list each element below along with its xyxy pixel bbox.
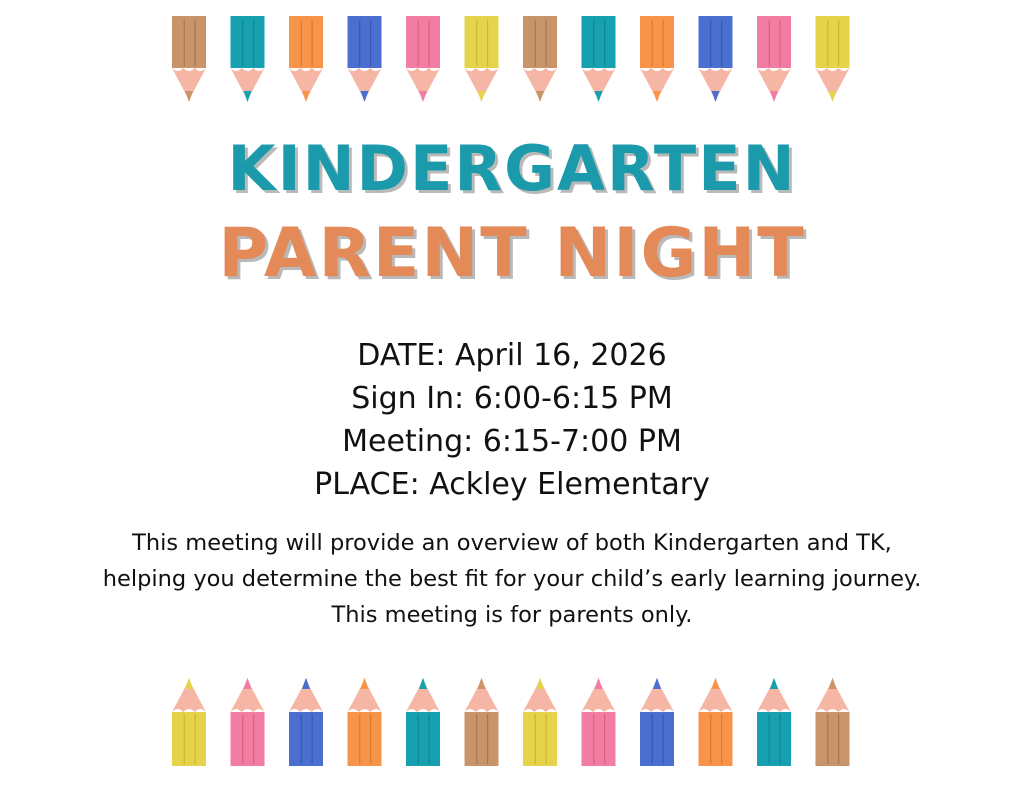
pencil-yellow-icon [172, 678, 206, 766]
description-line-1: This meeting will provide an overview of both Kindergarten and TK, [132, 530, 892, 556]
pencil-brown-icon [523, 16, 557, 102]
event-details [0, 334, 1024, 506]
pencil-pink-icon [582, 678, 616, 766]
description-line-3: This meeting is for parents only. [331, 602, 693, 628]
title-kindergarten: KINDERGARTEN [227, 132, 797, 205]
top-pencil-border [0, 16, 1024, 106]
event-place: PLACE: Ackley Elementary [314, 467, 710, 502]
pencil-pink-icon [406, 16, 440, 102]
pencil-blue-icon [348, 16, 382, 102]
pencil-pink-icon [231, 678, 265, 766]
pencil-teal-icon [231, 16, 265, 102]
pencil-orange-icon [348, 678, 382, 766]
event-date: DATE: April 16, 2026 [357, 338, 667, 373]
pencil-pink-icon [757, 16, 791, 102]
pencil-yellow-icon [523, 678, 557, 766]
top-pencils-graphic [0, 16, 1024, 106]
event-sign-in: Sign In: 6:00-6:15 PM [351, 381, 673, 416]
bottom-pencil-border [0, 678, 1024, 768]
description-line-2: helping you determine the best fit for your child’s early learning journey. [102, 566, 922, 592]
pencil-teal-icon [582, 16, 616, 102]
pencil-blue-icon [289, 678, 323, 766]
pencil-teal-icon [757, 678, 791, 766]
pencil-orange-icon [699, 678, 733, 766]
pencil-teal-icon [406, 678, 440, 766]
pencil-yellow-icon [465, 16, 499, 102]
pencil-orange-icon [289, 16, 323, 102]
pencil-orange-icon [640, 16, 674, 102]
title-parent-night: PARENT NIGHT [218, 214, 806, 293]
pencil-blue-icon [699, 16, 733, 102]
event-meeting-time: Meeting: 6:15-7:00 PM [342, 424, 682, 459]
pencil-blue-icon [640, 678, 674, 766]
event-description [0, 525, 1024, 633]
pencil-brown-icon [465, 678, 499, 766]
pencil-yellow-icon [816, 16, 850, 102]
bottom-pencils-graphic [0, 678, 1024, 768]
pencil-brown-icon [172, 16, 206, 102]
pencil-brown-icon [816, 678, 850, 766]
